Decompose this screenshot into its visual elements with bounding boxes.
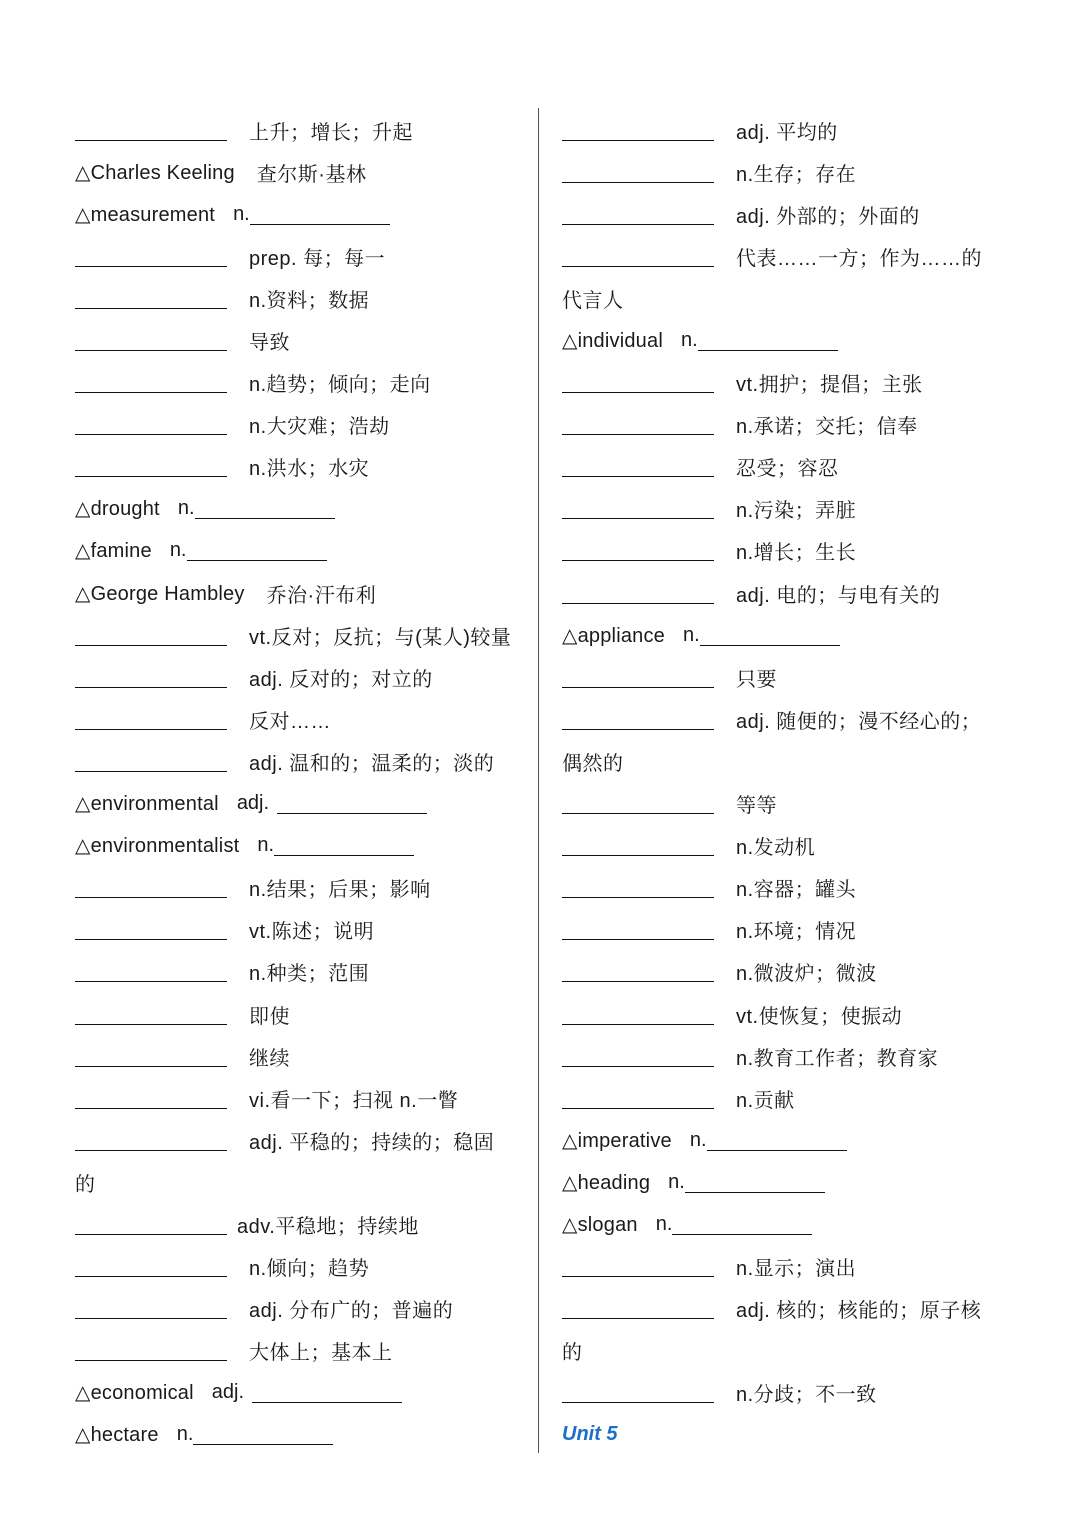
vocab-row bbox=[562, 1330, 1022, 1372]
vocab-row bbox=[75, 235, 525, 277]
definition: 代表……一方；作为……的 bbox=[736, 247, 982, 270]
definition: n.贡献 bbox=[736, 1089, 795, 1112]
answer-blank[interactable] bbox=[75, 1088, 227, 1109]
vocab-row bbox=[562, 951, 1022, 993]
vocab-row bbox=[562, 1414, 1022, 1456]
vocab-term: △hectare bbox=[75, 1424, 159, 1447]
vocab-row bbox=[562, 909, 1022, 951]
vocab-row bbox=[562, 235, 1022, 277]
vocab-row bbox=[75, 951, 525, 993]
vocab-row bbox=[75, 867, 525, 909]
vocab-row bbox=[75, 1203, 525, 1245]
definition: adj. 外部的；外面的 bbox=[736, 205, 920, 228]
vocab-term: △heading bbox=[562, 1171, 651, 1194]
answer-blank[interactable] bbox=[562, 540, 714, 561]
definition: 忍受；容忍 bbox=[736, 458, 839, 481]
answer-blank[interactable] bbox=[685, 1172, 825, 1193]
part-of-speech: n. bbox=[680, 329, 698, 352]
answer-blank[interactable] bbox=[75, 120, 227, 141]
vocab-row bbox=[75, 277, 525, 319]
definition: n.结果；后果；影响 bbox=[249, 879, 431, 902]
vocab-row bbox=[562, 572, 1022, 614]
vocab-row bbox=[562, 319, 1022, 361]
definition: 反对…… bbox=[249, 710, 331, 733]
definition: vt.反对；反抗；与(某人)较量 bbox=[249, 626, 512, 649]
vocab-term: △measurement bbox=[75, 203, 216, 226]
definition: 查尔斯·基林 bbox=[256, 163, 367, 186]
vocab-row bbox=[75, 1414, 525, 1456]
right-column bbox=[562, 109, 1022, 1456]
answer-blank[interactable] bbox=[562, 120, 714, 141]
definition: vi.看一下；扫视 n.一瞥 bbox=[249, 1089, 459, 1112]
vocab-row bbox=[562, 404, 1022, 446]
part-of-speech: n. bbox=[176, 1423, 194, 1446]
answer-blank[interactable] bbox=[75, 1046, 227, 1067]
vocab-row bbox=[75, 193, 525, 235]
answer-blank[interactable] bbox=[75, 1004, 227, 1025]
answer-blank[interactable] bbox=[562, 1256, 714, 1277]
answer-blank[interactable] bbox=[75, 877, 227, 898]
definition: adj. 反对的；对立的 bbox=[249, 668, 433, 691]
answer-blank[interactable] bbox=[252, 1382, 402, 1403]
definition: 上升；增长；升起 bbox=[249, 121, 413, 144]
vocab-row bbox=[562, 488, 1022, 530]
definition: n.环境；情况 bbox=[736, 921, 857, 944]
definition: n.分歧；不一致 bbox=[736, 1384, 877, 1407]
answer-blank[interactable] bbox=[698, 330, 838, 351]
answer-blank[interactable] bbox=[562, 919, 714, 940]
definition: n.生存；存在 bbox=[736, 163, 857, 186]
definition: adj. 核的；核能的；原子核 bbox=[736, 1300, 982, 1323]
vocab-row bbox=[562, 1372, 1022, 1414]
part-of-speech: n. bbox=[257, 834, 275, 857]
answer-blank[interactable] bbox=[562, 162, 714, 183]
answer-blank[interactable] bbox=[75, 1256, 227, 1277]
vocab-term: △famine bbox=[75, 540, 152, 563]
vocab-row bbox=[75, 783, 525, 825]
definition: 等等 bbox=[736, 795, 777, 818]
continuation-text: 的 bbox=[75, 1173, 96, 1196]
definition: adj. 平均的 bbox=[736, 121, 838, 144]
answer-blank[interactable] bbox=[562, 1046, 714, 1067]
answer-blank[interactable] bbox=[562, 246, 714, 267]
vocab-row bbox=[75, 572, 525, 614]
answer-blank[interactable] bbox=[672, 1214, 812, 1235]
answer-blank[interactable] bbox=[75, 330, 227, 351]
answer-blank[interactable] bbox=[562, 835, 714, 856]
vocab-row bbox=[75, 909, 525, 951]
vocab-row bbox=[562, 530, 1022, 572]
answer-blank[interactable] bbox=[562, 204, 714, 225]
vocab-row bbox=[75, 1161, 525, 1203]
unit-heading: Unit 5 bbox=[562, 1423, 618, 1446]
vocab-term: △drought bbox=[75, 498, 160, 521]
vocab-row bbox=[75, 993, 525, 1035]
vocab-row bbox=[75, 151, 525, 193]
answer-blank[interactable] bbox=[562, 1382, 714, 1403]
answer-blank[interactable] bbox=[277, 793, 427, 814]
definition: prep. 每；每一 bbox=[249, 247, 386, 270]
answer-blank[interactable] bbox=[75, 1214, 227, 1235]
answer-blank[interactable] bbox=[562, 498, 714, 519]
vocab-row bbox=[562, 1077, 1022, 1119]
answer-blank[interactable] bbox=[187, 540, 327, 561]
vocab-row bbox=[562, 867, 1022, 909]
vocab-row bbox=[75, 362, 525, 404]
definition: n.容器；罐头 bbox=[736, 879, 857, 902]
answer-blank[interactable] bbox=[75, 456, 227, 477]
definition: adj. 平稳的；持续的；稳固 bbox=[249, 1131, 495, 1154]
vocab-term: △imperative bbox=[562, 1129, 672, 1152]
vocab-row bbox=[562, 109, 1022, 151]
definition: adj. 电的；与电有关的 bbox=[736, 584, 941, 607]
vocab-term: △appliance bbox=[562, 624, 666, 647]
answer-blank[interactable] bbox=[562, 372, 714, 393]
answer-blank[interactable] bbox=[562, 667, 714, 688]
answer-blank[interactable] bbox=[193, 1424, 333, 1445]
answer-blank[interactable] bbox=[75, 751, 227, 772]
vocab-row bbox=[562, 1161, 1022, 1203]
vocab-row bbox=[75, 614, 525, 656]
vocab-row bbox=[562, 277, 1022, 319]
vocab-row bbox=[75, 1372, 525, 1414]
part-of-speech: n. bbox=[169, 539, 187, 562]
part-of-speech: n. bbox=[668, 1170, 685, 1193]
answer-blank[interactable] bbox=[562, 1088, 714, 1109]
vocab-row bbox=[75, 488, 525, 530]
vocab-row bbox=[562, 993, 1022, 1035]
part-of-speech: n. bbox=[177, 497, 195, 520]
answer-blank[interactable] bbox=[195, 498, 335, 519]
vocab-row bbox=[562, 783, 1022, 825]
answer-blank[interactable] bbox=[274, 835, 414, 856]
vocab-row bbox=[562, 825, 1022, 867]
vocab-row bbox=[562, 362, 1022, 404]
vocab-row bbox=[75, 109, 525, 151]
definition: n.发动机 bbox=[736, 837, 816, 860]
column-divider bbox=[538, 108, 539, 1453]
answer-blank[interactable] bbox=[75, 625, 227, 646]
vocab-row bbox=[75, 446, 525, 488]
answer-blank[interactable] bbox=[75, 1298, 227, 1319]
answer-blank[interactable] bbox=[562, 1298, 714, 1319]
vocab-row bbox=[562, 1246, 1022, 1288]
definition: n.显示；演出 bbox=[736, 1258, 857, 1281]
definition: n.污染；弄脏 bbox=[736, 500, 857, 523]
definition: n.种类；范围 bbox=[249, 963, 370, 986]
answer-blank[interactable] bbox=[250, 204, 390, 225]
vocab-term: △economical bbox=[75, 1382, 194, 1405]
vocab-row bbox=[562, 446, 1022, 488]
definition: 大体上；基本上 bbox=[249, 1342, 393, 1365]
part-of-speech: n. bbox=[689, 1128, 707, 1151]
vocab-row bbox=[562, 1035, 1022, 1077]
vocab-row bbox=[562, 698, 1022, 740]
definition: adj. 温和的；温柔的；淡的 bbox=[249, 752, 495, 775]
vocab-row bbox=[75, 825, 525, 867]
answer-blank[interactable] bbox=[75, 246, 227, 267]
vocab-row bbox=[75, 656, 525, 698]
definition: n.资料；数据 bbox=[249, 289, 370, 312]
vocab-row bbox=[75, 1246, 525, 1288]
answer-blank[interactable] bbox=[562, 456, 714, 477]
definition: vt.拥护；提倡；主张 bbox=[736, 374, 923, 397]
vocab-term: △Charles Keeling bbox=[75, 161, 235, 184]
vocab-term: △individual bbox=[562, 330, 663, 353]
answer-blank[interactable] bbox=[562, 793, 714, 814]
answer-blank[interactable] bbox=[562, 1004, 714, 1025]
definition: n.承诺；交托；信奉 bbox=[736, 416, 918, 439]
continuation-text: 偶然的 bbox=[562, 752, 624, 775]
answer-blank[interactable] bbox=[562, 961, 714, 982]
vocab-row bbox=[562, 740, 1022, 782]
answer-blank[interactable] bbox=[75, 709, 227, 730]
vocab-row bbox=[75, 1330, 525, 1372]
definition: n.倾向；趋势 bbox=[249, 1258, 370, 1281]
vocab-term: △environmentalist bbox=[75, 835, 240, 858]
definition: 导致 bbox=[249, 332, 290, 355]
vocab-row bbox=[75, 404, 525, 446]
definition: adj. 随便的；漫不经心的； bbox=[736, 710, 982, 733]
definition: n.教育工作者；教育家 bbox=[736, 1047, 939, 1070]
answer-blank[interactable] bbox=[707, 1130, 847, 1151]
definition: 只要 bbox=[736, 668, 777, 691]
vocab-term: △slogan bbox=[562, 1213, 638, 1236]
answer-blank[interactable] bbox=[75, 667, 227, 688]
vocab-row bbox=[562, 614, 1022, 656]
vocab-row bbox=[75, 698, 525, 740]
answer-blank[interactable] bbox=[75, 1340, 227, 1361]
vocab-row bbox=[75, 1035, 525, 1077]
part-of-speech: n. bbox=[655, 1212, 673, 1235]
answer-blank[interactable] bbox=[75, 288, 227, 309]
vocab-row bbox=[562, 1119, 1022, 1161]
vocab-row bbox=[562, 1288, 1022, 1330]
answer-blank[interactable] bbox=[562, 583, 714, 604]
answer-blank[interactable] bbox=[562, 414, 714, 435]
continuation-text: 的 bbox=[562, 1342, 583, 1365]
vocab-row bbox=[75, 1288, 525, 1330]
left-column bbox=[75, 109, 525, 1456]
part-of-speech: adj. bbox=[236, 792, 270, 815]
part-of-speech: n. bbox=[683, 623, 700, 646]
answer-blank[interactable] bbox=[75, 372, 227, 393]
answer-blank[interactable] bbox=[700, 625, 840, 646]
vocab-term: △environmental bbox=[75, 793, 219, 816]
definition: 乔治·汗布利 bbox=[266, 584, 377, 607]
definition: adv.平稳地；持续地 bbox=[237, 1215, 419, 1238]
vocab-row bbox=[562, 151, 1022, 193]
definition: vt.陈述；说明 bbox=[249, 921, 375, 944]
answer-blank[interactable] bbox=[75, 1130, 227, 1151]
vocab-row bbox=[562, 656, 1022, 698]
answer-blank[interactable] bbox=[75, 919, 227, 940]
continuation-text: 代言人 bbox=[562, 289, 624, 312]
vocab-row bbox=[562, 1203, 1022, 1245]
vocab-row bbox=[562, 193, 1022, 235]
answer-blank[interactable] bbox=[75, 961, 227, 982]
vocab-row bbox=[75, 319, 525, 361]
vocab-row bbox=[75, 1077, 525, 1119]
definition: n.洪水；水灾 bbox=[249, 458, 370, 481]
part-of-speech: adj. bbox=[211, 1381, 244, 1404]
vocab-term: △George Hambley bbox=[75, 582, 245, 605]
part-of-speech: n. bbox=[233, 202, 250, 225]
definition: adj. 分布广的；普遍的 bbox=[249, 1300, 454, 1323]
definition: n.趋势；倾向；走向 bbox=[249, 374, 431, 397]
vocab-row bbox=[75, 1119, 525, 1161]
definition: n.增长；生长 bbox=[736, 542, 857, 565]
definition: 继续 bbox=[249, 1047, 290, 1070]
answer-blank[interactable] bbox=[75, 414, 227, 435]
definition: vt.使恢复；使振动 bbox=[736, 1005, 903, 1028]
definition: n.大灾难；浩劫 bbox=[249, 416, 390, 439]
definition: n.微波炉；微波 bbox=[736, 963, 877, 986]
vocab-row bbox=[75, 530, 525, 572]
answer-blank[interactable] bbox=[562, 709, 714, 730]
vocab-row bbox=[75, 740, 525, 782]
answer-blank[interactable] bbox=[562, 877, 714, 898]
definition: 即使 bbox=[249, 1005, 290, 1028]
